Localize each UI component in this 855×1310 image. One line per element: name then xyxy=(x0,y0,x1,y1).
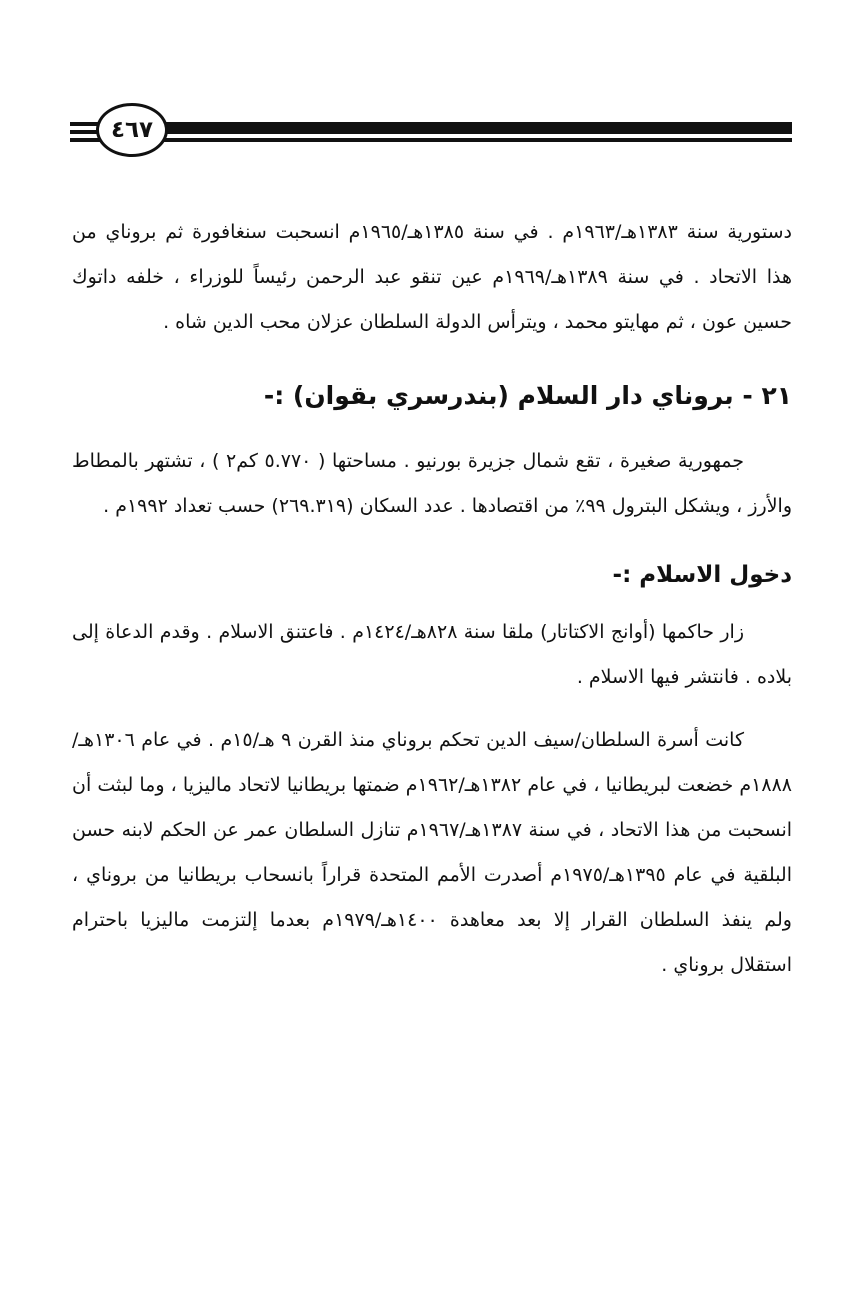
subheading-islam: دخول الاسلام :- xyxy=(612,562,792,588)
section-title: ٢١ - بروناي دار السلام (بندرسري بقوان) :- xyxy=(263,381,792,410)
paragraph-intro: دستورية سنة ١٣٨٣هـ/١٩٦٣م . في سنة ١٣٨٥هـ/١٩٦٥م انسحبت سنغافورة ثم بروناي من هذا الاتحاد . في سنة ١٣٨٩هـ/١٩٦٩م عين تنقو عبد الرحمن رئيساً للوزراء ، خلفه داتوك حسين عون ، ثم مهايتو محمد ، ويترأس الدولة السلطان عزلان محب الدين شاه . xyxy=(72,221,792,333)
header-rule-left xyxy=(70,138,100,142)
header-rule-thick xyxy=(160,122,792,134)
paragraph-history: كانت أسرة السلطان/سيف الدين تحكم بروناي منذ القرن ٩ هـ/١٥م . في عام ١٣٠٦هـ/١٨٨٨م خضعت لبريطانيا ، في عام ١٣٨٢هـ/١٩٦٢م ضمتها بريطانيا لاتحاد ماليزيا ، وما لبثت أن انسحبت من هذا الاتحاد ، في سنة ١٣٨٧هـ/١٩٦٧م تنازل السلطان عمر عن الحكم لابنه حسن البلقية في عام ١٣٩٥هـ/١٩٧٥م أصدرت الأمم المتحدة قراراً بانسحاب بريطانيا من بروناي ، ولم ينفذ السلطان القرار إلا بعد معاهدة ١٤٠٠هـ/١٩٧٩م بعدما إلتزمت ماليزيا باحترام استقلال بروناي . xyxy=(72,729,793,976)
paragraph-islam: زار حاكمها (أوانج الاكتاتار) ملقا سنة ٨٢٨هـ/١٤٢٤م . فاعتنق الاسلام . وقدم الدعاة إلى بلاده . فانتشر فيها الاسلام . xyxy=(72,621,792,688)
page-number xyxy=(96,103,168,157)
page-header xyxy=(70,100,792,164)
paragraph-overview: جمهورية صغيرة ، تقع شمال جزيرة بورنيو . مساحتها ( ٥.٧٧٠ كم٢ ) ، تشتهر بالمطاط والأرز ، ويشكل البترول ٩٩٪ من اقتصادها . عدد السكان (٢٦٩.٣١٩) حسب تعداد ١٩٩٢م . xyxy=(72,450,792,517)
header-rule-thin xyxy=(160,138,792,142)
page-number-text: ٤٦٧ xyxy=(110,117,154,143)
page-body xyxy=(72,210,792,988)
